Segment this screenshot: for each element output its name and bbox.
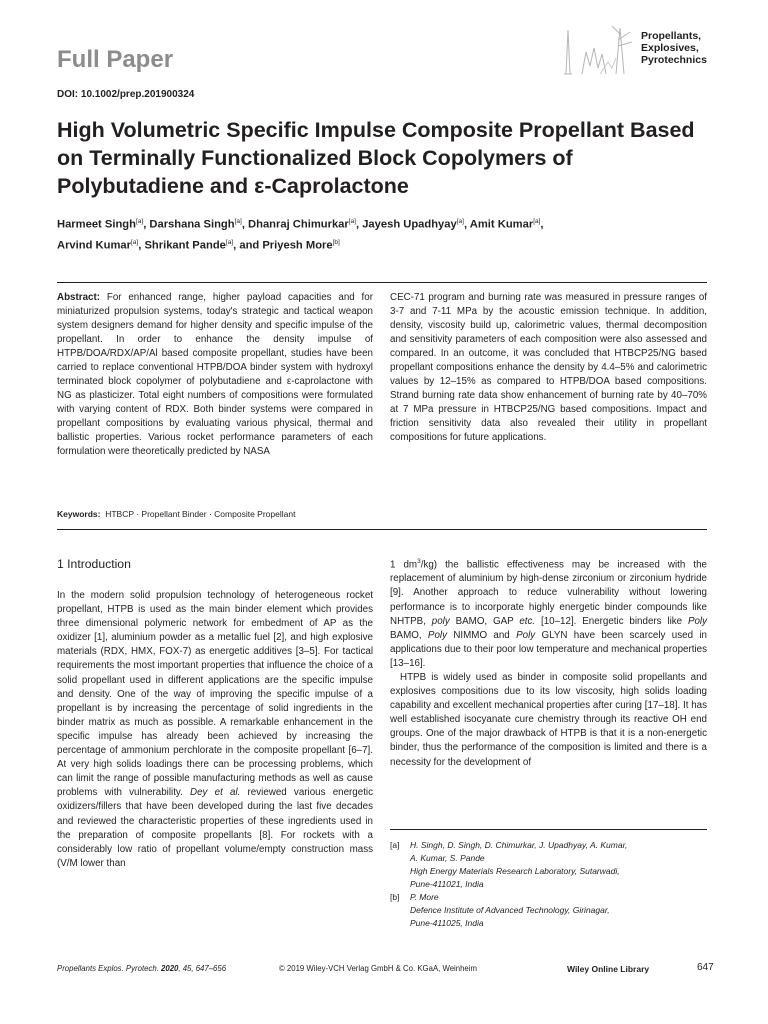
journal-logo-text — [641, 30, 707, 66]
keywords — [57, 509, 295, 519]
footer-copyright: © 2019 Wiley-VCH Verlag GmbH & Co. KGaA, Weinheim — [279, 964, 477, 973]
divider — [57, 282, 707, 283]
page-number: 647 — [697, 962, 714, 973]
affiliation-line: High Energy Materials Research Laboratory, Sutarwadi, — [410, 866, 620, 876]
affiliation-lines — [410, 839, 627, 891]
italic-text: etc. — [519, 615, 536, 627]
text-run: NIMMO and — [446, 629, 517, 641]
text-run: In the modern solid propulsion technology of heterogeneous rocket propellant, HTPB is used as the main binder element which provides three dimensional polymeric network for embedment of AP as the oxidizer [1], aluminium powder as a metallic fuel [2], and high explosive materials (RDX, HMX, FOX-7) as energetic additives [3–5]. For tactical requirements the most important properties that influence the choice of a solid propellant used in different applications are the specific impulse and density. One of the way of improving the specific impulse of a propellant is by increasing the percentage of solid ingredients in the binder matrix as much as possible. A remarkable enhancement in the specific impulse has already been achieved by increasing the percentage of ammonium perchlorate in the composite propellant [6–7]. At very high solids loadings there can be processing problems, which can limit the range of possible manufacturing methods as well as cause problems with vulnerability. — [57, 590, 373, 799]
text-run: 1 dm — [390, 559, 418, 571]
paper-title: High Volumetric Specific Impulse Composite Propellant Based on Terminally Functionalized Block Copolymers of Polybutadiene and ε-Caprolactone — [57, 118, 695, 198]
affiliation-line: H. Singh, D. Singh, D. Chimurkar, J. Upadhyay, A. Kumar, — [410, 840, 628, 850]
affiliation-label: [b] — [390, 892, 400, 902]
affiliation-lines — [410, 891, 610, 930]
keywords-list: HTBCP · Propellant Binder · Composite Propellant — [105, 509, 296, 519]
author-name[interactable]: Dhanraj Chimurkar — [248, 218, 349, 231]
affiliations — [390, 839, 707, 930]
intro-left-column — [57, 589, 373, 871]
author-affiliation-marker: [b] — [332, 238, 340, 246]
affiliation-line: Pune-411021, India — [410, 879, 484, 889]
abstract-text-left — [57, 291, 373, 459]
abstract-label: Abstract: — [57, 292, 101, 303]
article-type-label: Full Paper — [57, 46, 174, 73]
text-run: GLYN have been scarcely used in applications due to their poor low temperature and mechanical properties [13–16]. — [390, 629, 707, 669]
intro-right-column — [390, 555, 707, 770]
author-name[interactable]: Amit Kumar — [469, 218, 534, 231]
superscript: 3 — [417, 558, 421, 565]
journal-logo-graphic — [560, 22, 636, 78]
author-affiliation-marker: [a] — [348, 218, 356, 225]
footnote-divider — [390, 829, 707, 830]
affiliation-line: P. More — [410, 892, 439, 902]
affiliation-line: A. Kumar, S. Pande — [410, 853, 485, 863]
author-list: Harmeet Singh[a], Darshana Singh[a], Dhanraj Chimurkar[a], Jayesh Upadhyay[a], Amit Kumar[a], Arvind Kumar[a], Shrikant Pande[a], and Priyesh More[b] — [57, 218, 544, 252]
abstract-body: For enhanced range, higher payload capacities and for miniaturized propulsion systems, today's strategic and tactical weapon system designers demand for higher density and specific impulse of the propellant. In order to enhance the density impulse of HTPB/DOA/RDX/AP/Al based composite propellant, studies have been carried to replace conventional HTPB/DOA binder system with hydroxyl terminated block copolymer of polybutadiene and ε-caprolactone with NG as plasticizer. Total eight numbers of compositions were formulated with varying content of RDX. Both binder systems were compared in propellant compositions by evaluating various physical, thermal and ballistic properties. Various rocket performance parameters of each formulation were theoretically predicted by NASA — [57, 292, 373, 457]
footer-library-link[interactable]: Wiley Online Library — [567, 964, 650, 974]
footer-journal-name: Propellants Explos. Pyrotech. — [57, 964, 159, 973]
logo-line: Propellants, — [641, 30, 702, 42]
footer-volume-pages: , 45, 647–656 — [178, 964, 227, 973]
author-name[interactable]: and Priyesh More — [239, 239, 333, 252]
doi[interactable]: DOI: 10.1002/prep.201900324 — [57, 89, 195, 100]
logo-line: Pyrotechnics — [641, 54, 707, 66]
body-paragraph: HTPB is widely used as binder in composite solid propellants and explosives compositions due to its low viscosity, high solids loading capability and excellent mechanical properties after curing [17–18]. It has well established isocyanate cure chemistry through its reactive OH end groups. One of the major drawback of HTPB is that it is a non-energetic binder, thus the performance of the composition is limited and there is a necessity for the development of — [390, 672, 707, 768]
affiliation-line: Pune-411025, India — [410, 918, 484, 928]
divider — [57, 529, 707, 530]
footer-year: 2020 — [161, 964, 179, 973]
italic-text: poly — [431, 615, 450, 627]
author-name[interactable]: Jayesh Upadhyay — [362, 218, 457, 231]
text-run: BAMO, — [390, 629, 428, 641]
author-name[interactable]: Shrikant Pande — [144, 239, 226, 252]
section-heading: 1 Introduction — [57, 557, 131, 571]
abstract-right-column — [390, 291, 707, 445]
footer-citation — [57, 964, 226, 973]
abstract-text-right: CEC-71 program and burning rate was measured in pressure ranges of 3-7 and 7-11 MPa by the acoustic emission technique. In addition, density, viscosity build up, calorimetric values, thermal decomposition and sensitivity parameters of each composition were also assessed and compared. In an outcome, it was concluded that HTBCP25/NG based propellant compositions enhance the density by 4.4–5% and calorimetric values by 12–15% as compared to HTPB/DOA based compositions. Strand burning rate data show enhancement of burning rate by 40–70% at 7 MPa pressure in HTBCP25/NG based compositions. Impact and friction sensitivity data also revealed their utility in propellant compositions for future applications. — [390, 292, 707, 443]
body-paragraph — [390, 555, 707, 671]
affiliation-entry — [390, 891, 707, 930]
logo-line: Explosives, — [641, 42, 699, 54]
author-affiliation-marker: [a] — [234, 218, 242, 225]
author-name[interactable]: Harmeet Singh — [57, 218, 136, 231]
affiliation-label: [a] — [390, 840, 400, 850]
affiliation-line: Defence Institute of Advanced Technology, Girinagar, — [410, 905, 610, 915]
italic-text: Poly — [427, 629, 447, 641]
italic-text: Poly — [687, 615, 707, 627]
author-affiliation-marker: [a] — [135, 218, 144, 225]
author-affiliation-marker: [a] — [130, 238, 139, 246]
text-run: reviewed various energetic oxidizers/fillers that have been developed during the last five decades and reviewed the characteristic properties of these ingredients used in the preparation of composite propellants [8]. For rockets with a considerably low ratio of propellant volume/empty construction mass (V/M lower than — [57, 787, 374, 869]
keywords-label: Keywords: — [57, 509, 101, 519]
author-affiliation-marker: [a] — [533, 218, 541, 225]
author-affiliation-marker: [a] — [225, 238, 234, 246]
text-run: [10–12]. Energetic binders like — [535, 615, 688, 627]
body-paragraph — [57, 589, 373, 871]
author-name[interactable]: Arvind Kumar — [57, 239, 131, 252]
author-name[interactable]: Darshana Singh — [149, 218, 235, 231]
italic-text: Poly — [516, 629, 536, 641]
author-affiliation-marker: [a] — [456, 218, 464, 225]
text-run: /kg) the ballistic effectiveness may be increased with the replacement of aluminium by high-dense zirconium or zirconium hydride [9]. Another approach to reduce vulnerability without lowering performance is to incorporate highly energetic binder compounds like NHTPB, — [390, 559, 707, 627]
abstract-left-column — [57, 291, 373, 459]
italic-text: Dey et al. — [190, 787, 241, 799]
text-run: BAMO, GAP — [449, 615, 520, 627]
affiliation-entry — [390, 839, 707, 891]
